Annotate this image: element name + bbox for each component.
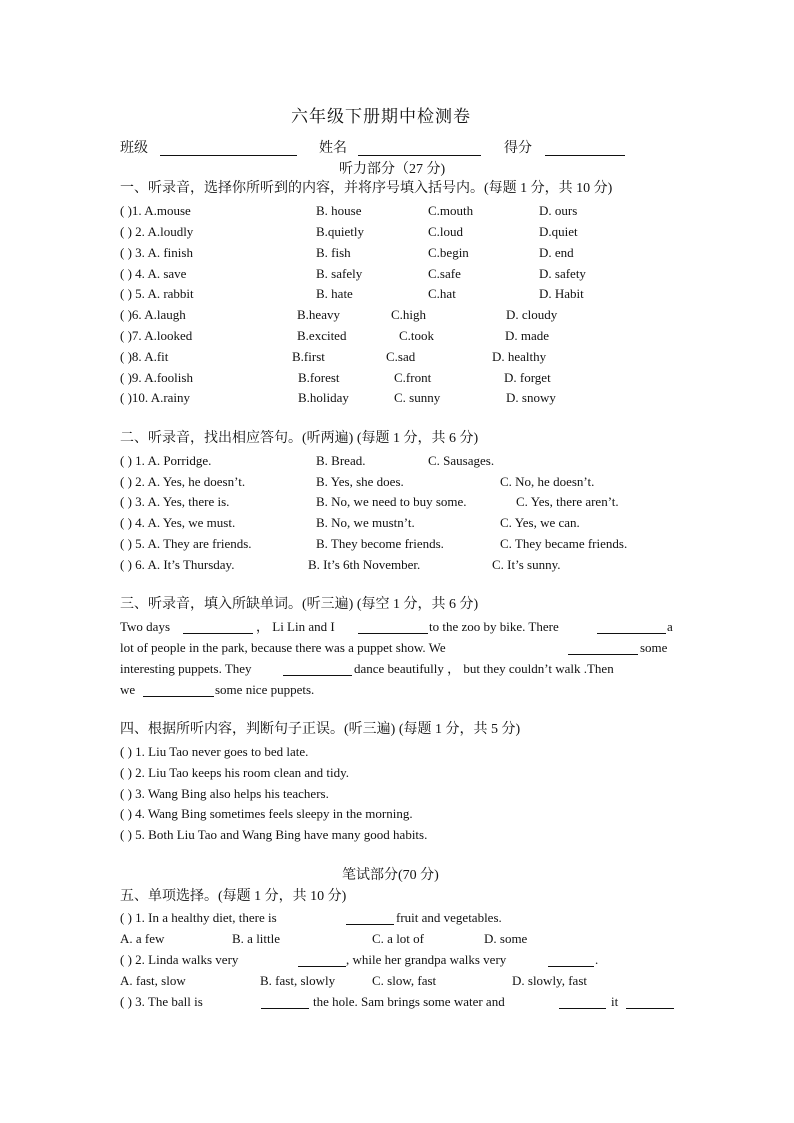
- s1-q3-d: D. end: [539, 245, 574, 260]
- s1-q2-stem: ( ) 2. A.loudly: [120, 224, 194, 239]
- s2-q5-stem: ( ) 5. A. They are friends.: [120, 536, 252, 551]
- s3-line2-a: lot of people in the park, because there was a puppet show. We: [120, 640, 446, 655]
- s3-blank-6[interactable]: [143, 696, 214, 697]
- section-2-heading: 二、听录音，找出相应答句。(听两遍) (每题 1 分，共 6 分): [120, 431, 479, 446]
- s5-q1-d: D. some: [484, 931, 528, 946]
- score-field[interactable]: [545, 155, 625, 156]
- s4-q4: ( ) 4. Wang Bing sometimes feels sleepy in the morning.: [120, 806, 413, 821]
- s3-line1-a: Two days: [120, 619, 171, 634]
- s2-q2-c: C. No, he doesn’t.: [500, 474, 595, 489]
- s1-q6-c: C.high: [391, 307, 427, 322]
- class-field[interactable]: [160, 155, 297, 156]
- s5-q2-b: B. fast, slowly: [260, 973, 336, 988]
- s1-q1-stem: ( )1. A.mouse: [120, 203, 191, 218]
- s5-q2-end: .: [595, 952, 599, 967]
- s4-q3: ( ) 3. Wang Bing also helps his teachers.: [120, 786, 329, 801]
- s2-q5-c: C. They became friends.: [500, 536, 628, 551]
- s1-q2-d: D.quiet: [539, 224, 578, 239]
- s1-q5-d: D. Habit: [539, 286, 584, 301]
- s1-q1-c: C.mouth: [428, 203, 474, 218]
- s1-q2-b: B.quietly: [316, 224, 365, 239]
- s5-q3-blank-2[interactable]: [559, 1008, 606, 1009]
- s4-q5: ( ) 5. Both Liu Tao and Wang Bing have many good habits.: [120, 827, 428, 842]
- s5-q2-c: C. slow, fast: [372, 973, 437, 988]
- s1-q9-d: D. forget: [504, 370, 551, 385]
- s5-q1-a: A. a few: [120, 931, 165, 946]
- s1-q4-b: B. safely: [316, 266, 363, 281]
- s3-line3-b: dance beautifully ， but they couldn’t walk .Then: [354, 661, 614, 676]
- s3-blank-4[interactable]: [568, 654, 638, 655]
- s1-q6-d: D. cloudy: [506, 307, 558, 322]
- s1-q5-c: C.hat: [428, 286, 456, 301]
- s1-q7-b: B.excited: [297, 328, 347, 343]
- s3-line1-b: ， Li Lin and I: [256, 619, 335, 634]
- class-label: 班级: [120, 141, 148, 156]
- name-field[interactable]: [358, 155, 481, 156]
- s1-q10-stem: ( )10. A.rainy: [120, 390, 191, 405]
- s5-q1-tail: fruit and vegetables.: [396, 910, 502, 925]
- section-3-heading: 三、听录音，填入所缺单词。(听三遍) (每空 1 分，共 6 分): [120, 597, 479, 612]
- s1-q7-stem: ( )7. A.looked: [120, 328, 193, 343]
- s5-q3-blank-1[interactable]: [261, 1008, 309, 1009]
- s3-line4-a: we: [120, 682, 136, 697]
- s1-q2-c: C.loud: [428, 224, 464, 239]
- s1-q3-stem: ( ) 3. A. finish: [120, 245, 193, 260]
- s5-q3-blank-3[interactable]: [626, 1008, 674, 1009]
- listening-header: 听力部分（27 分): [339, 162, 446, 177]
- s1-q1-d: D. ours: [539, 203, 578, 218]
- name-label: 姓名: [319, 141, 347, 156]
- s3-line4-b: some nice puppets.: [215, 682, 315, 697]
- s1-q6-stem: ( )6. A.laugh: [120, 307, 186, 322]
- s1-q4-stem: ( ) 4. A. save: [120, 266, 187, 281]
- s1-q4-d: D. safety: [539, 266, 586, 281]
- s2-q3-b: B. No, we need to buy some.: [316, 494, 467, 509]
- s5-q2-blank-1[interactable]: [298, 966, 346, 967]
- section-4-heading: 四、根据所听内容，判断句子正误。(听三遍) (每题 1 分，共 5 分): [120, 722, 521, 737]
- s2-q2-stem: ( ) 2. A. Yes, he doesn’t.: [120, 474, 246, 489]
- s1-q5-b: B. hate: [316, 286, 353, 301]
- s1-q10-c: C. sunny: [394, 390, 441, 405]
- s5-q1-c: C. a lot of: [372, 931, 424, 946]
- s5-q1-blank[interactable]: [346, 924, 394, 925]
- s3-line1-d: a: [667, 619, 673, 634]
- s5-q1-b: B. a little: [232, 931, 281, 946]
- s4-q1: ( ) 1. Liu Tao never goes to bed late.: [120, 744, 309, 759]
- s1-q4-c: C.safe: [428, 266, 461, 281]
- s5-q3-stem: ( ) 3. The ball is: [120, 994, 203, 1009]
- s2-q4-stem: ( ) 4. A. Yes, we must.: [120, 515, 236, 530]
- s1-q6-b: B.heavy: [297, 307, 340, 322]
- s3-line3-a: interesting puppets. They: [120, 661, 252, 676]
- s2-q3-stem: ( ) 3. A. Yes, there is.: [120, 494, 230, 509]
- s5-q3-end: it: [611, 994, 619, 1009]
- s2-q1-c: C. Sausages.: [428, 453, 495, 468]
- s1-q1-b: B. house: [316, 203, 362, 218]
- s2-q4-b: B. No, we mustn’t.: [316, 515, 415, 530]
- s5-q2-a: A. fast, slow: [120, 973, 186, 988]
- s1-q8-d: D. healthy: [492, 349, 547, 364]
- section-5-heading: 五、单项选择。(每题 1 分，共 10 分): [120, 889, 347, 904]
- s3-line1-c: to the zoo by bike. There: [429, 619, 559, 634]
- s2-q1-b: B. Bread.: [316, 453, 366, 468]
- s2-q2-b: B. Yes, she does.: [316, 474, 404, 489]
- s1-q8-stem: ( )8. A.fit: [120, 349, 169, 364]
- s2-q5-b: B. They become friends.: [316, 536, 444, 551]
- section-1-heading: 一、听录音，选择你所听到的内容，并将序号填入括号内。(每题 1 分，共 10 分): [120, 181, 613, 196]
- s2-q6-b: B. It’s 6th November.: [308, 557, 421, 572]
- s1-q9-c: C.front: [394, 370, 432, 385]
- s1-q8-b: B.first: [292, 349, 325, 364]
- s1-q7-c: C.took: [399, 328, 435, 343]
- s1-q3-c: C.begin: [428, 245, 469, 260]
- s3-blank-3[interactable]: [597, 633, 666, 634]
- s1-q5-stem: ( ) 5. A. rabbit: [120, 286, 194, 301]
- s4-q2: ( ) 2. Liu Tao keeps his room clean and tidy.: [120, 765, 350, 780]
- s3-blank-2[interactable]: [358, 633, 428, 634]
- page-title: 六年级下册期中检测卷: [291, 107, 471, 126]
- s2-q3-c: C. Yes, there aren’t.: [516, 494, 619, 509]
- s3-blank-1[interactable]: [183, 633, 253, 634]
- s2-q6-stem: ( ) 6. A. It’s Thursday.: [120, 557, 235, 572]
- s5-q2-mid: , while her grandpa walks very: [346, 952, 507, 967]
- s5-q3-mid: the hole. Sam brings some water and: [313, 994, 505, 1009]
- written-header: 笔试部分(70 分): [342, 868, 439, 883]
- s3-line2-b: some: [640, 640, 668, 655]
- s5-q1-stem: ( ) 1. In a healthy diet, there is: [120, 910, 277, 925]
- s3-blank-5[interactable]: [283, 675, 352, 676]
- s1-q8-c: C.sad: [386, 349, 416, 364]
- score-label: 得分: [504, 141, 532, 156]
- s5-q2-blank-2[interactable]: [548, 966, 594, 967]
- s5-q2-d: D. slowly, fast: [512, 973, 587, 988]
- s1-q10-d: D. snowy: [506, 390, 556, 405]
- s1-q3-b: B. fish: [316, 245, 351, 260]
- s2-q4-c: C. Yes, we can.: [500, 515, 580, 530]
- s1-q10-b: B.holiday: [298, 390, 349, 405]
- s1-q9-b: B.forest: [298, 370, 340, 385]
- s1-q9-stem: ( )9. A.foolish: [120, 370, 193, 385]
- s5-q2-stem: ( ) 2. Linda walks very: [120, 952, 239, 967]
- s2-q6-c: C. It’s sunny.: [492, 557, 561, 572]
- s2-q1-stem: ( ) 1. A. Porridge.: [120, 453, 212, 468]
- s1-q7-d: D. made: [505, 328, 550, 343]
